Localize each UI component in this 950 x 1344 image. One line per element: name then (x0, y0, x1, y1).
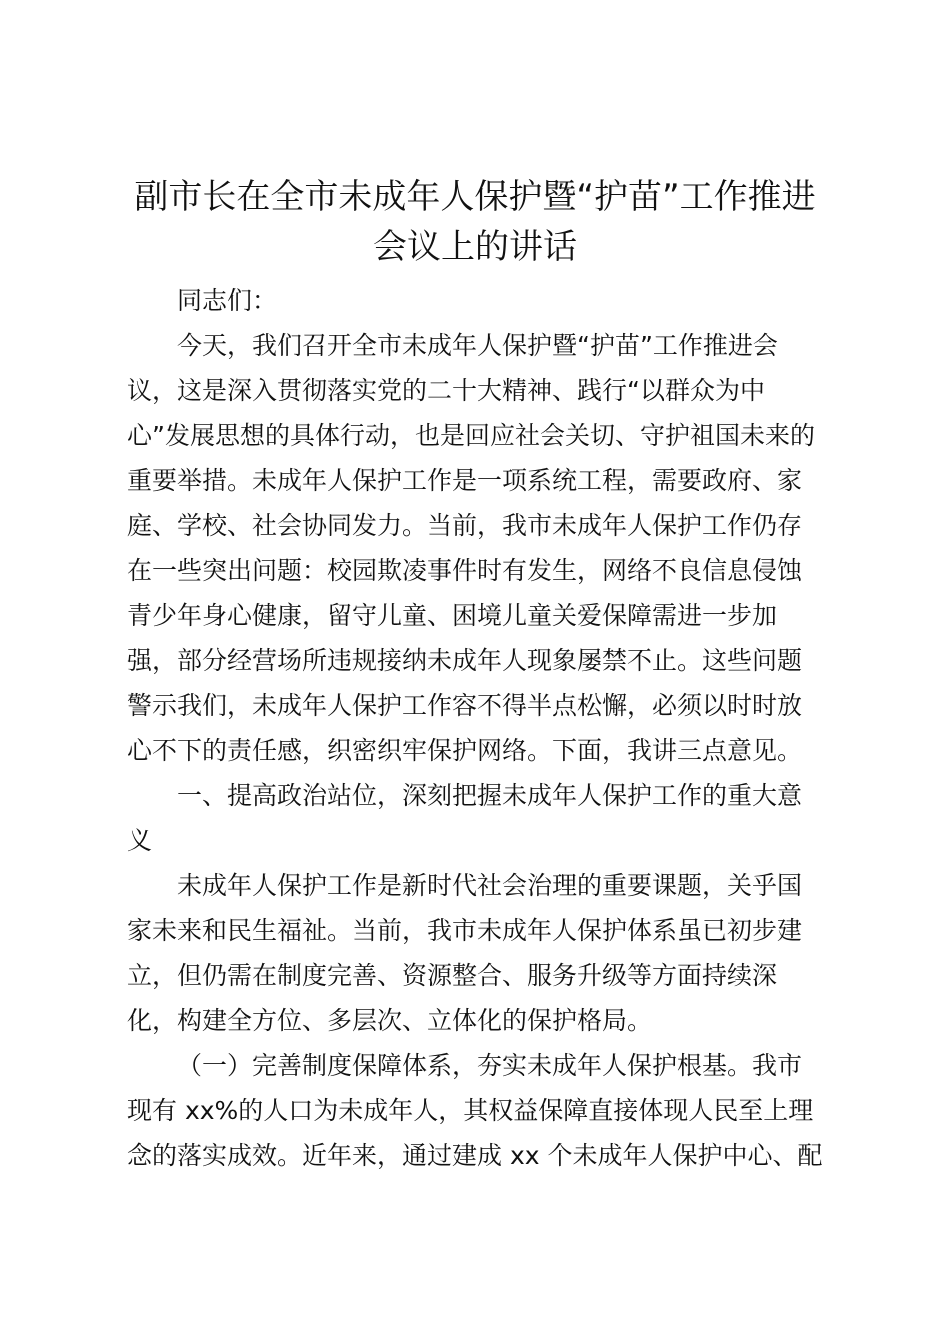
body-line: 青少年身心健康，留守儿童、困境儿童关爱保障需进一步加 (127, 601, 778, 630)
body-line: 家未来和民生福祉。当前，我市未成年人保护体系虽已初步建 (127, 916, 803, 945)
body-line: 议，这是深入贯彻落实党的二十大精神、践行“以群众为中 (127, 376, 765, 405)
body-line: 义 (127, 826, 153, 855)
body-line: 立，但仍需在制度完善、资源整合、服务升级等方面持续深 (127, 961, 778, 990)
body-line: 一、提高政治站位，深刻把握未成年人保护工作的重大意 (177, 781, 803, 810)
document-title (110, 172, 840, 272)
body-line: 化，构建全方位、多层次、立体化的保护格局。 (127, 1006, 653, 1035)
body-line: 心”发展思想的具体行动，也是回应社会关切、守护祖国未来的 (127, 421, 815, 450)
document-body (127, 278, 837, 1178)
title-line-1: 副市长在全市未成年人保护暨“护苗”工作推进 (134, 177, 816, 217)
body-line: 现有 xx%的人口为未成年人，其权益保障直接体现人民至上理 (127, 1096, 814, 1125)
body-line: 今天，我们召开全市未成年人保护暨“护苗”工作推进会 (177, 331, 778, 360)
body-line: 警示我们，未成年人保护工作容不得半点松懈，必须以时时放 (127, 691, 803, 720)
body-line: 同志们： (177, 286, 278, 315)
body-line: （一）完善制度保障体系，夯实未成年人保护根基。我市 (177, 1051, 803, 1080)
body-line: 重要举措。未成年人保护工作是一项系统工程，需要政府、家 (127, 466, 803, 495)
body-line: 庭、学校、社会协同发力。当前，我市未成年人保护工作仍存 (127, 511, 803, 540)
body-line: 强，部分经营场所违规接纳未成年人现象屡禁不止。这些问题 (127, 646, 803, 675)
body-line: 在一些突出问题：校园欺凌事件时有发生，网络不良信息侵蚀 (127, 556, 803, 585)
body-line: 念的落实成效。近年来，通过建成 xx 个未成年人保护中心、配 (127, 1141, 823, 1170)
title-line-2: 会议上的讲话 (373, 227, 577, 267)
body-line: 心不下的责任感，织密织牢保护网络。下面，我讲三点意见。 (127, 736, 803, 765)
body-line: 未成年人保护工作是新时代社会治理的重要课题，关乎国 (177, 871, 803, 900)
